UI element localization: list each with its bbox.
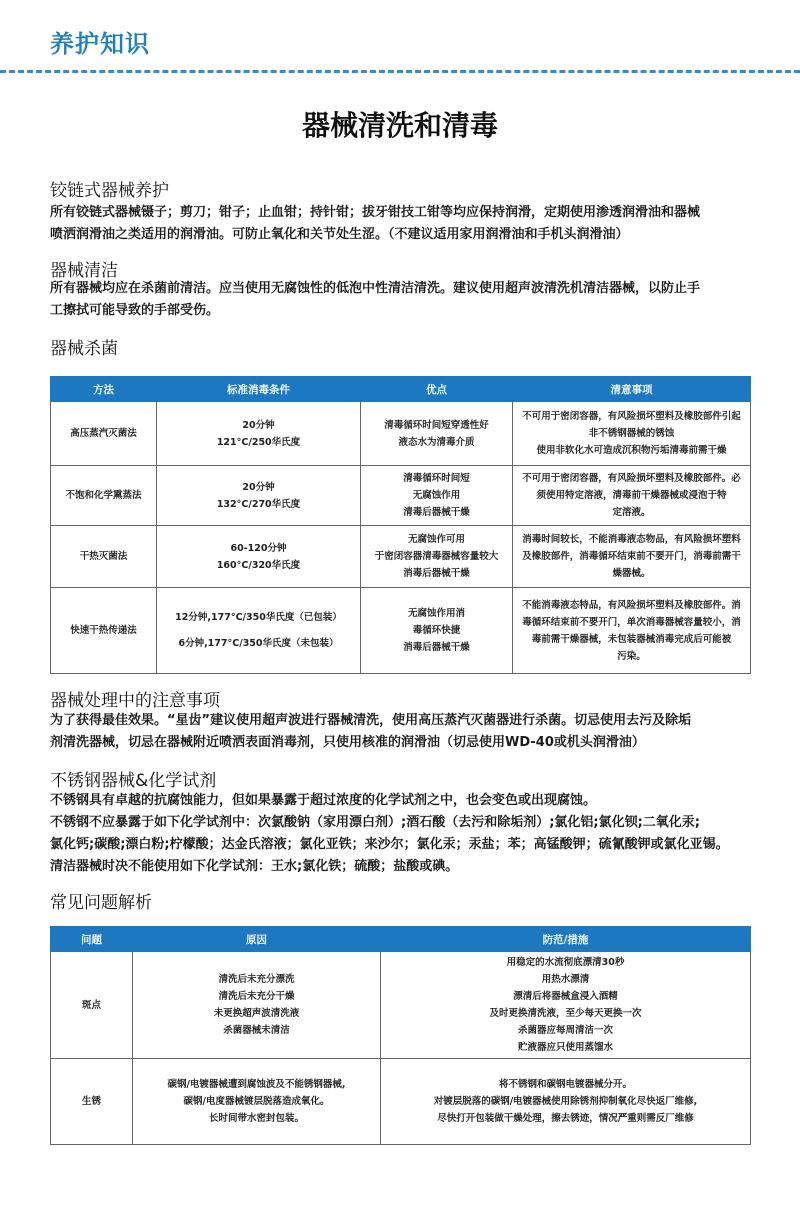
- text-line: 所有器械均应在杀菌前清洁。应当使用无腐蚀性的低泡中性清洁清洗。建议使用超声波清洗机清洁器械，以防止手: [50, 281, 701, 296]
- cell-line: 消毒后器械干燥: [403, 642, 470, 653]
- cell-line: 对镀层脱落的碳钢/电镀器械使用除锈剂抑制氧化尽快返厂维修,: [433, 1096, 698, 1107]
- cell-line: 不可用于密闭容器，有风险损坏塑料及橡胶部件。必: [522, 473, 741, 484]
- dashed-divider: [0, 70, 800, 73]
- text-line: 剂清洗器械，切忌在器械附近喷洒表面消毒剂，只使用核准的润滑油（切忌使用WD-40或机头润滑油）: [50, 735, 645, 750]
- faq-table: [50, 926, 751, 1145]
- cell-line: 清洗后未充分干燥: [218, 991, 295, 1002]
- cell-line: 毒循环快捷: [412, 625, 461, 636]
- column-header: 优点: [361, 377, 513, 402]
- text-line: 氯化钙;碳酸;漂白粉;柠檬酸；达金氏溶液；氯化亚铁；来沙尔；氯化汞；汞盐；苯；高锰酸钾；硫氰酸钾或氯化亚锡。: [50, 837, 729, 852]
- cell-line: 非不锈钢器械的锈蚀: [588, 428, 675, 439]
- cell-line: 清毒循环时间短穿透性好: [384, 419, 489, 431]
- text-line: 喷洒润滑油之类适用的润滑油。可防止氧化和关节处生涩。（不建议适用家用润滑油和手机头润滑油）: [50, 227, 629, 242]
- cell-line: 杀菌器应每周清洁一次: [517, 1025, 613, 1036]
- method-cell: 高压蒸汽灭菌法: [51, 402, 157, 466]
- condition-cell: [157, 526, 361, 588]
- heading-hinge-care: 铰链式器械养护: [50, 181, 169, 201]
- table-row: [51, 466, 751, 526]
- paragraph-handling-cautions: [50, 710, 760, 754]
- cell-line: 121°C/250华氏度: [216, 436, 301, 448]
- text-line: 所有铰链式器械镊子；剪刀；钳子；止血钳；持针钳；拔牙钳技工钳等均应保持润滑，定期使用渗透润滑油和器械: [50, 205, 701, 220]
- heading-faq: 常见问题解析: [50, 893, 152, 913]
- table-header-row: [51, 377, 751, 402]
- cell-line: 60-120分钟: [230, 542, 287, 554]
- column-header: 原因: [133, 927, 381, 952]
- heading-sterilization: 器械杀菌: [50, 339, 118, 359]
- table-row: [51, 526, 751, 588]
- column-header: 标准消毒条件: [157, 377, 361, 402]
- cell-line: 污染。: [617, 650, 646, 662]
- problem-cell: 斑点: [51, 952, 133, 1059]
- cell-line: 毒前需干燥器械，未包装器械消毒完成后可能被: [531, 633, 732, 645]
- cell-line: 清毒循环时间短: [403, 473, 470, 484]
- measure-cell: [381, 952, 751, 1059]
- heading-cleaning: 器械清洁: [50, 261, 118, 281]
- cell-line: 漂清后将器械盒浸入酒精: [513, 991, 618, 1002]
- cell-line: 贮液器应只使用蒸馏水: [517, 1042, 613, 1053]
- problem-cell: 生锈: [51, 1059, 133, 1145]
- paragraph-hinge-care: [50, 202, 760, 246]
- cell-line: 尽快打开包装做干燥处理，擦去锈迹，情况严重则需反厂维修: [437, 1113, 694, 1124]
- cell-line: 于密闭容器清毒器械容量较大: [374, 551, 499, 562]
- advantage-cell: [361, 588, 513, 674]
- cell-line: 20分钟: [242, 419, 275, 431]
- paragraph-stainless-chemicals: [50, 790, 760, 878]
- advantage-cell: [361, 466, 513, 526]
- cell-line: 燥器械。: [612, 568, 651, 579]
- method-cell: 不饱和化学熏蒸法: [51, 466, 157, 526]
- notes-cell: [513, 402, 751, 466]
- column-header: 方法: [51, 377, 157, 402]
- notes-cell: [513, 588, 751, 674]
- heading-stainless-chemicals: 不锈钢器械&化学试剂: [50, 771, 217, 791]
- table-header-row: [51, 927, 751, 952]
- cell-line: 及橡胶部件，消毒循环结束前不要开门，消毒前需干: [522, 551, 741, 562]
- cell-line: 碳钢/电镀器械遭到腐蚀波及不能锈钢器械,: [167, 1079, 346, 1090]
- sterilization-table: [50, 376, 751, 674]
- section-banner-title: 养护知识: [50, 30, 150, 58]
- cell-line: 不可用于密闭容器，有风险损坏塑料及橡胶部件引起: [522, 411, 741, 422]
- cell-line: 无腐蚀作可用: [407, 534, 465, 545]
- condition-cell: [157, 466, 361, 526]
- table-row: [51, 952, 751, 1059]
- cell-line: 须使用特定溶液，清毒前干燥器械或浸泡于特: [536, 490, 727, 501]
- cell-line: 将不锈钢和碳钢电镀器械分开。: [498, 1079, 632, 1090]
- column-header: 防范/措施: [381, 927, 751, 952]
- cell-line: 定溶液。: [612, 507, 651, 518]
- condition-cell: [157, 402, 361, 466]
- cell-line: 清洗后未充分漂洗: [218, 974, 295, 985]
- cell-line: 及时更换清洗液，至少每天更换一次: [489, 1008, 642, 1019]
- cell-line: 用稳定的水流彻底漂清30秒: [506, 957, 625, 968]
- cell-line: 杀菌器械未清洁: [223, 1025, 290, 1036]
- paragraph-cleaning: [50, 278, 760, 322]
- notes-cell: [513, 466, 751, 526]
- cell-line: 清毒后器械干燥: [403, 507, 470, 518]
- cause-cell: [133, 1059, 381, 1145]
- cell-line: 使用非软化水可造成沉积物污垢清毒前需干燥: [536, 445, 727, 456]
- cell-line: 毒循环结束前不要开门，单次消毒器械容量较小，消: [522, 616, 741, 628]
- text-line: 清洁器械时决不能使用如下化学试剂：王水;氯化铁；硫酸；盐酸或碘。: [50, 859, 459, 874]
- cell-line: 未更换超声波清洗液: [213, 1008, 300, 1019]
- column-header: 清意事项: [513, 377, 751, 402]
- heading-handling-cautions: 器械处理中的注意事项: [50, 691, 220, 711]
- page-title: 器械清洗和清毒: [301, 109, 498, 142]
- cell-line: 132°C/270华氏度: [216, 498, 301, 510]
- cell-line: 消毒时间较长，不能消毒液态物品，有风险损坏塑料: [522, 534, 741, 545]
- table-row: [51, 588, 751, 674]
- advantage-cell: [361, 526, 513, 588]
- column-header: 问题: [51, 927, 133, 952]
- cell-line: 不能消毒液态特品，有风险损坏塑料及橡胶部件。消: [522, 599, 741, 611]
- text-line: 为了获得最佳效果。“星齿”建议使用超声波进行器械清洗，使用高压蒸汽灭菌器进行杀菌。切忌使用去污及除垢: [50, 713, 692, 728]
- text-line: 不锈钢具有卓越的抗腐蚀能力，但如果暴露于超过浓度的化学试剂之中，也会变色或出现腐蚀。: [50, 793, 597, 808]
- cell-line: 6分钟,177°C/350华氏度（未包装）: [178, 637, 339, 649]
- cell-line: 无腐蚀作用消: [407, 608, 465, 619]
- method-cell: 干热灭菌法: [51, 526, 157, 588]
- cell-line: 长时间带水密封包装。: [208, 1113, 304, 1124]
- cell-line: 液态水为清毒介质: [398, 436, 475, 448]
- cell-line: 20分钟: [242, 481, 275, 493]
- table-row: [51, 402, 751, 466]
- measure-cell: [381, 1059, 751, 1145]
- cell-line: 无腐蚀作用: [412, 490, 461, 501]
- cell-line: 消毒后器械干燥: [403, 568, 470, 579]
- cell-line: 12分钟,177°C/350华氏度（已包装）: [175, 611, 342, 623]
- advantage-cell: [361, 402, 513, 466]
- cell-line: 用热水漂清: [541, 974, 590, 985]
- table-row: [51, 1059, 751, 1145]
- cell-line: 碳钢/电度器械镀层脱落造成氧化。: [183, 1096, 330, 1107]
- cell-line: 160°C/320华氏度: [216, 559, 301, 571]
- condition-cell: [157, 588, 361, 674]
- cause-cell: [133, 952, 381, 1059]
- text-line: 不锈钢不应暴露于如下化学试剂中：次氯酸钠（家用漂白剂）;酒石酸（去污和除垢剂）;氯化铝;氯化钡;二氧化汞;: [50, 815, 700, 830]
- method-cell: 快速干热传递法: [51, 588, 157, 674]
- text-line: 工擦拭可能导致的手部受伤。: [50, 303, 220, 318]
- notes-cell: [513, 526, 751, 588]
